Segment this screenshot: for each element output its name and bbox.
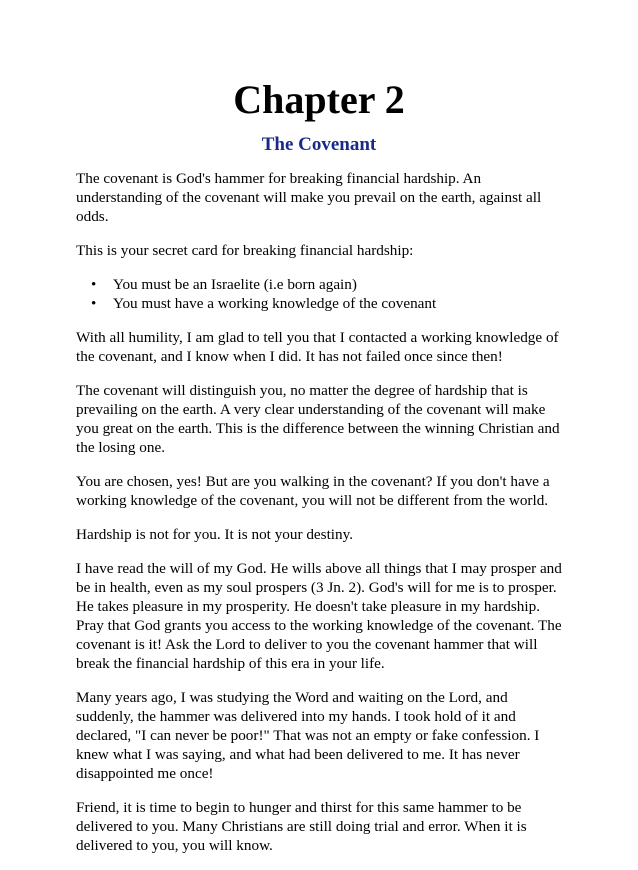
paragraph-7: I have read the will of my God. He wills above all things that I may prosper and be in health, even as my soul prospers (3 Jn. 2). God's will for me is to prosper. He takes pleasure in my prosperity. He doesn't take pleasure in my hardship. Pray that God grants you access to the working knowledge of the covenant. The covenant is it! Ask the Lord to deliver to you the covenant hammer that will break the financial hardship of this era in your life. — [76, 560, 562, 672]
chapter-title: Chapter 2 — [233, 77, 405, 122]
chapter-body — [76, 169, 566, 870]
paragraph-6: Hardship is not for you. It is not your destiny. — [76, 526, 354, 543]
paragraph-2: This is your secret card for breaking financial hardship: — [76, 242, 414, 259]
chapter-subtitle: The Covenant — [261, 134, 377, 155]
list-item — [91, 275, 566, 294]
bullet-icon: • — [91, 276, 97, 293]
bullet-icon: • — [91, 295, 97, 312]
paragraph-3: With all humility, I am glad to tell you that I contacted a working knowledge of the covenant, and I know when I did. It has not failed once since then! — [76, 329, 559, 365]
paragraph-5: You are chosen, yes! But are you walking in the covenant? If you don't have a working knowledge of the covenant, you will not be different from the world. — [76, 473, 550, 509]
paragraph-8: Many years ago, I was studying the Word and waiting on the Lord, and suddenly, the hammer was delivered into my hands. I took hold of it and declared, "I can never be poor!" That was not an empty or fake confession. I knew what I was saying, and what had been delivered to me. It has never disappointed me once! — [76, 689, 540, 782]
requirements-list — [76, 275, 566, 313]
list-item-text: You must have a working knowledge of the covenant — [113, 295, 437, 312]
list-item — [91, 294, 566, 313]
list-item-text: You must be an Israelite (i.e born again) — [113, 276, 357, 293]
paragraph-9: Friend, it is time to begin to hunger and thirst for this same hammer to be delivered to you. Many Christians are still doing trial and error. When it is delivered to you, you will know. — [76, 799, 527, 854]
paragraph-4: The covenant will distinguish you, no matter the degree of hardship that is prevailing on the earth. A very clear understanding of the covenant will make you great on the earth. This is the difference between the winning Christian and the losing one. — [76, 382, 560, 456]
paragraph-1: The covenant is God's hammer for breaking financial hardship. An understanding of the covenant will make you prevail on the earth, against all odds. — [76, 170, 542, 225]
